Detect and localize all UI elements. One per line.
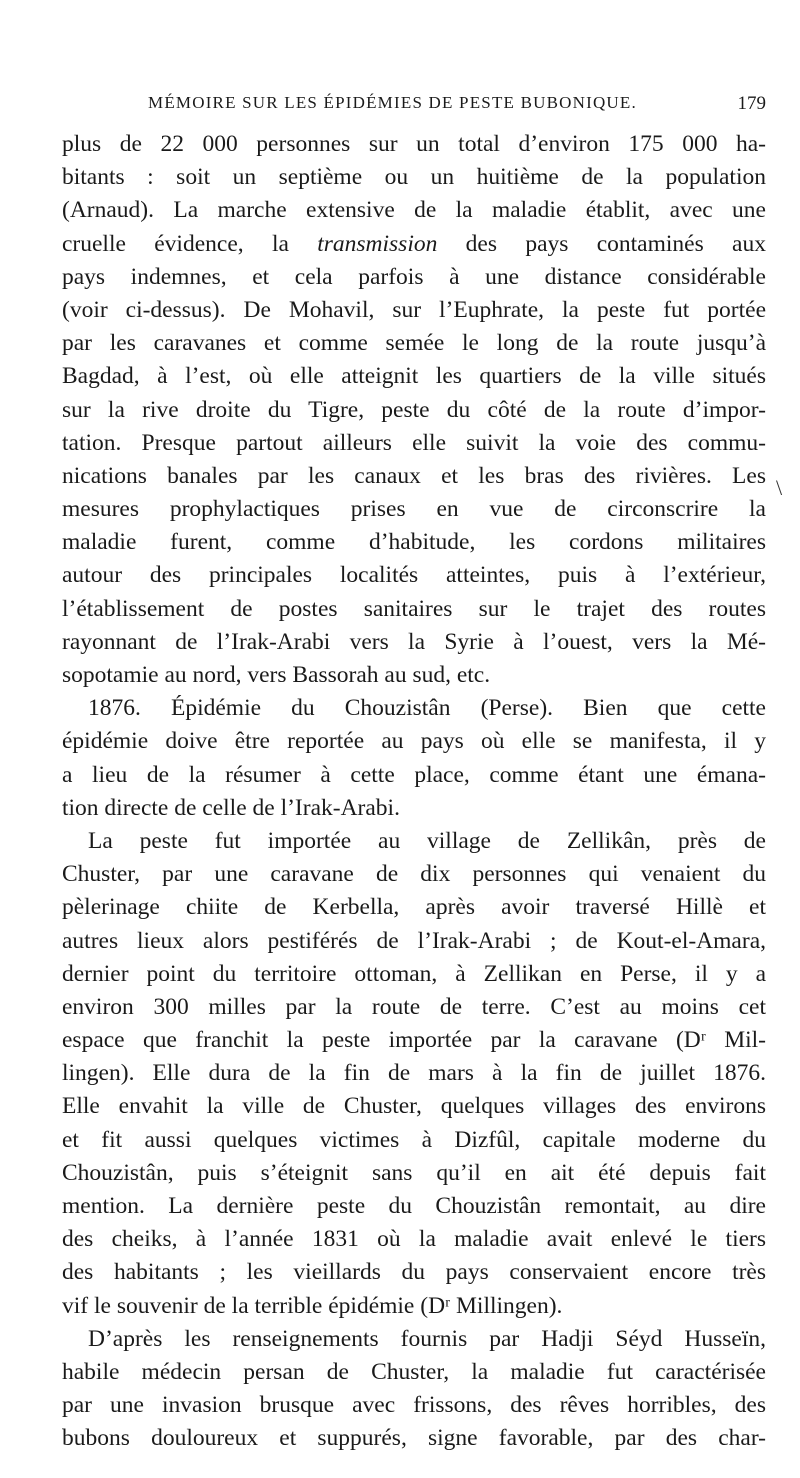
text-line: maladie furent, comme d’habitude, les cordons militaires	[62, 529, 766, 556]
text-line: bubons douloureux et suppurés, signe favorable, par des char-	[62, 1425, 766, 1452]
text-line: cruelle évidence, la transmission des pays contaminés aux	[62, 230, 766, 257]
text-line: sopotamie au nord, vers Bassorah au sud, etc.	[62, 662, 491, 688]
text-line: sur la rive droite du Tigre, peste du côté de la route d’impor-	[62, 396, 766, 423]
page-number: 179	[737, 93, 766, 114]
text-line: pays indemnes, et cela parfois à une distance considérable	[62, 263, 766, 290]
text-line: bitants : soit un septième ou un huitième de la population	[62, 164, 766, 191]
text-line: pèlerinage chiite de Kerbella, après avoir traversé Hillè et	[62, 894, 766, 921]
text-line: 1876. Épidémie du Chouzistân (Perse). Bien que cette	[88, 695, 766, 722]
text-line: Chuster, par une caravane de dix personnes qui venaient du	[62, 861, 766, 888]
text-line: (Arnaud). La marche extensive de la maladie établit, avec une	[62, 197, 766, 224]
text-line: l’établissement de postes sanitaires sur le trajet des routes	[62, 595, 766, 622]
text-line: (voir ci-dessus). De Mohavil, sur l’Euphrate, la peste fut portée	[62, 296, 766, 323]
text-line: mesures prophylactiques prises en vue de circonscrire la	[62, 496, 766, 523]
text-line: Elle envahit la ville de Chuster, quelques villages des environs	[62, 1093, 766, 1120]
text-line: D’après les renseignements fournis par Hadji Séyd Husseïn,	[88, 1325, 766, 1352]
text-line: nications banales par les canaux et les bras des rivières. Les	[62, 462, 766, 489]
margin-mark: \	[776, 475, 783, 500]
text-line: plus de 22 000 personnes sur un total d’environ 175 000 ha-	[62, 131, 766, 157]
running-title: MÉMOIRE SUR LES ÉPIDÉMIES DE PESTE BUBONIQUE.	[148, 93, 637, 112]
text-line: La peste fut importée au village de Zellikân, près de	[88, 827, 766, 854]
text-line: a lieu de la résumer à cette place, comme étant une émana-	[62, 761, 766, 788]
text-line: des cheiks, à l’année 1831 où la maladie avait enlevé le tiers	[62, 1226, 766, 1253]
text-line: lingen). Elle dura de la fin de mars à la fin de juillet 1876.	[62, 1060, 766, 1087]
text-line: autres lieux alors pestiférés de l’Irak-Arabi ; de Kout-el-Amara,	[62, 927, 766, 954]
text-line: vif le souvenir de la terrible épidémie (Dʳ Millingen).	[62, 1292, 563, 1319]
text-line: dernier point du territoire ottoman, à Zellikan en Perse, il y a	[62, 960, 766, 987]
text-line: Chouzistân, puis s’éteignit sans qu’il en ait été depuis fait	[62, 1159, 766, 1186]
text-line: espace que franchit la peste importée par la caravane (Dʳ Mil-	[62, 1027, 766, 1054]
text-line: des habitants ; les vieillards du pays conservaient encore très	[62, 1259, 766, 1286]
running-head	[62, 93, 766, 119]
text-line: habile médecin persan de Chuster, la maladie fut caractérisée	[62, 1358, 766, 1385]
text-line: mention. La dernière peste du Chouzistân remontait, au dire	[62, 1193, 766, 1219]
text-line: par les caravanes et comme semée le long de la route jusqu’à	[62, 330, 766, 357]
text-line: épidémie doive être reportée au pays où elle se manifesta, il y	[62, 728, 766, 755]
text-line: tation. Presque partout ailleurs elle suivit la voie des commu-	[62, 429, 766, 456]
text-line: Bagdad, à l’est, où elle atteignit les quartiers de la ville situés	[62, 363, 766, 390]
text-line: rayonnant de l’Irak-Arabi vers la Syrie à l’ouest, vers la Mé-	[62, 628, 766, 655]
emphasized-word: transmission	[317, 230, 438, 257]
text-line: et fit aussi quelques victimes à Dizfûl, capitale moderne du	[62, 1126, 766, 1153]
body-text	[62, 128, 766, 1456]
text-line: environ 300 milles par la route de terre. C’est au moins cet	[62, 993, 766, 1020]
text-line: tion directe de celle de l’Irak-Arabi.	[62, 794, 400, 821]
text-line: par une invasion brusque avec frissons, des rêves horribles, des	[62, 1392, 766, 1419]
text-line: autour des principales localités atteintes, puis à l’extérieur,	[62, 562, 766, 589]
